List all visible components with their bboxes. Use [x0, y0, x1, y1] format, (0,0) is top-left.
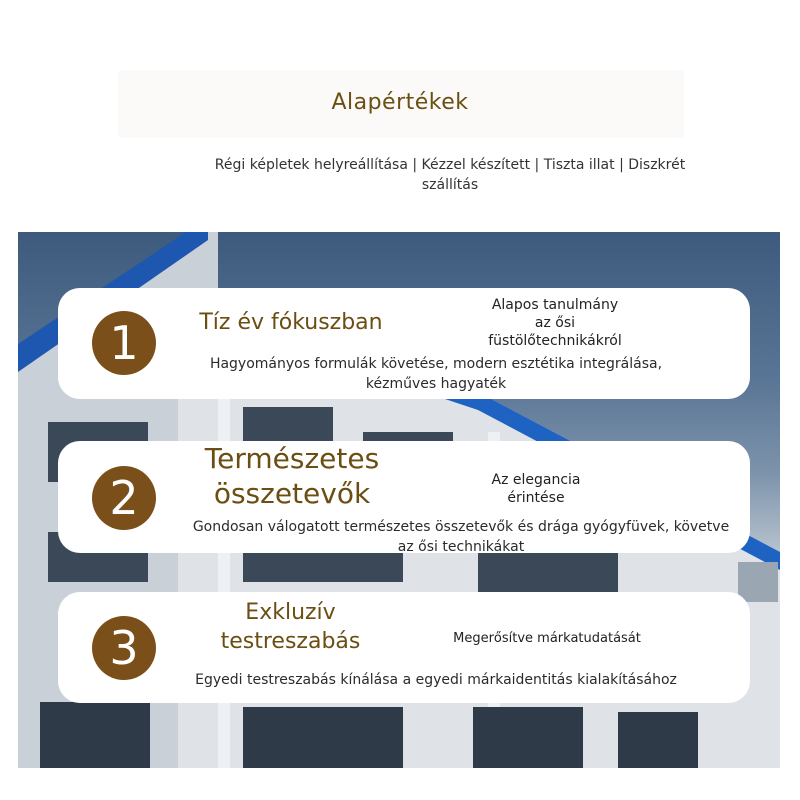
card-note: Megerősítve márkatudatását — [453, 631, 641, 646]
value-card-3 — [58, 592, 750, 703]
number-badge: 2 — [92, 466, 156, 530]
value-card-2 — [58, 441, 750, 553]
page-title: Alapértékek — [331, 90, 469, 115]
page-subtitle: Régi képletek helyreállítása | Kézzel készített | Tiszta illat | Diszkrét szállítás — [214, 157, 686, 193]
card-heading: Tíz év fókuszban — [199, 310, 383, 335]
number-badge: 3 — [92, 616, 156, 680]
card-description: Egyedi testreszabás kínálása a egyedi márkaidentitás kialakításához — [195, 672, 677, 688]
card-description: Hagyományos formulák követése, modern esztétika integrálása, kézműves hagyaték — [209, 356, 663, 392]
number-badge: 1 — [92, 311, 156, 375]
card-heading: Exkluzív testreszabás — [220, 600, 361, 654]
value-card-1 — [58, 288, 750, 399]
card-heading: Természetes összetevők — [204, 442, 380, 510]
card-note: Az elegancia érintése — [491, 472, 581, 506]
card-description: Gondosan válogatott természetes összetevők és drága gyógyfüvek, követve az ősi technikákat — [192, 519, 730, 555]
card-note: Alapos tanulmány az ősi füstölőtechnikákról — [488, 297, 622, 349]
